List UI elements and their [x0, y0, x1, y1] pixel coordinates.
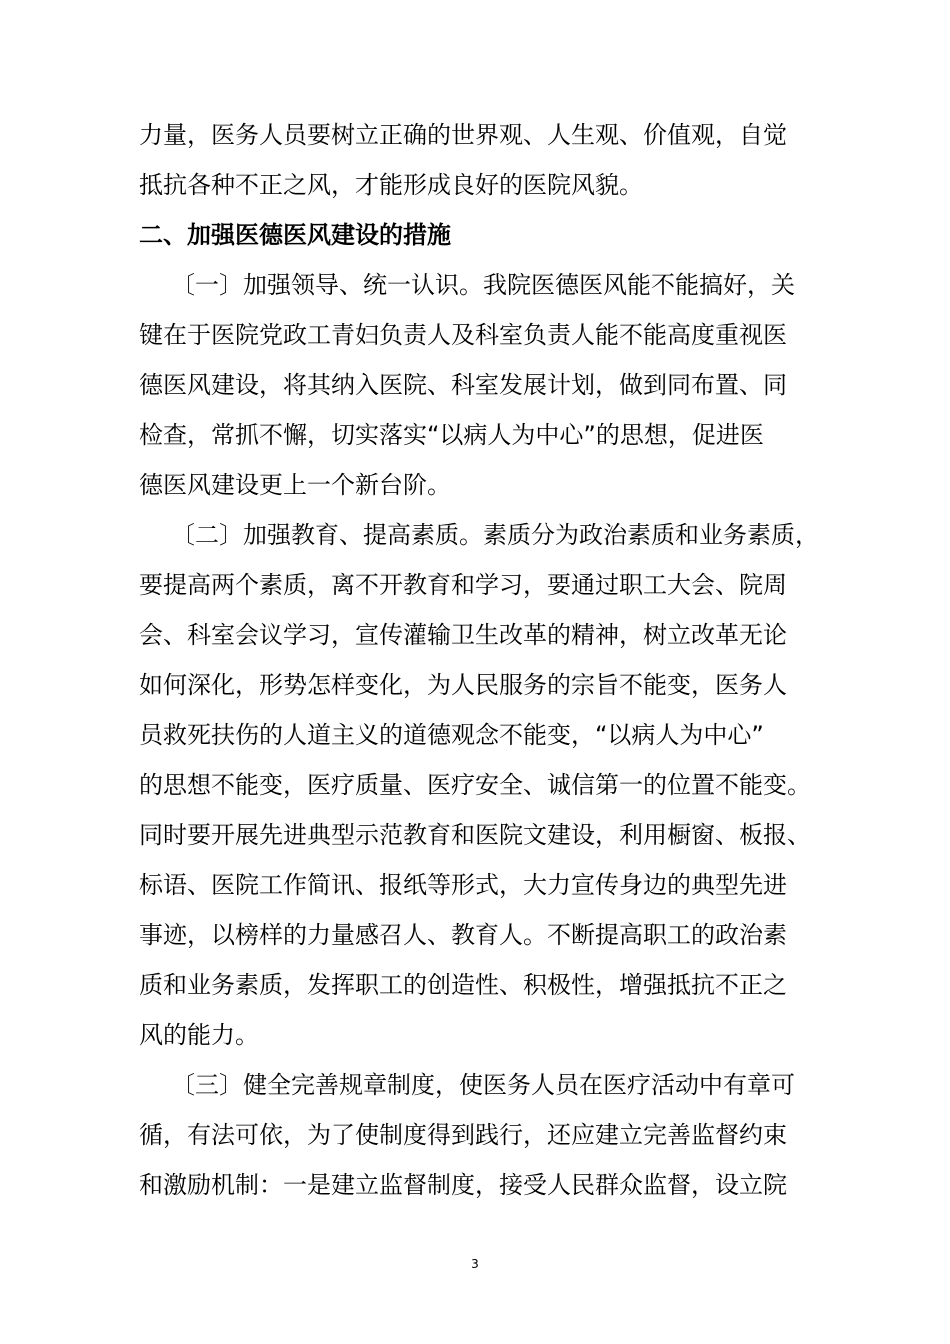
page-number: 3 [471, 1257, 479, 1271]
section-heading: 二、加强医德医风建设的措施 [139, 221, 451, 249]
text-line: 力量，医务人员要树立正确的世界观、人生观、价值观，自觉 [139, 121, 787, 149]
text-line: 〔三〕健全完善规章制度，使医务人员在医疗活动中有章可 [171, 1071, 795, 1099]
text-line: 员救死扶伤的人道主义的道德观念不能变，“以病人为中心” [139, 721, 764, 749]
text-line: 标语、医院工作简讯、报纸等形式，大力宣传身边的典型先进 [139, 871, 787, 899]
text-line: 的思想不能变，医疗质量、医疗安全、诚信第一的位置不能变。 [139, 771, 811, 799]
text-line: 〔一〕加强领导、统一认识。我院医德医风能不能搞好，关 [171, 271, 795, 299]
text-line: 要提高两个素质，离不开教育和学习，要通过职工大会、院周 [139, 571, 787, 599]
text-line: 和激励机制：一是建立监督制度，接受人民群众监督，设立院 [139, 1171, 787, 1199]
text-line: 德医风建设，将其纳入医院、科室发展计划，做到同布置、同 [139, 371, 787, 399]
text-line: 会、科室会议学习，宣传灌输卫生改革的精神，树立改革无论 [139, 621, 787, 649]
text-line: 质和业务素质，发挥职工的创造性、积极性，增强抵抗不正之 [139, 971, 787, 999]
text-line: 风的能力。 [139, 1021, 259, 1049]
text-line: 〔二〕加强教育、提高素质。素质分为政治素质和业务素质， [171, 521, 819, 549]
text-line: 检查，常抓不懈，切实落实“以病人为中心”的思想，促进医 [139, 421, 764, 449]
text-line: 同时要开展先进典型示范教育和医院文建设，利用橱窗、板报、 [139, 821, 811, 849]
text-line: 如何深化，形势怎样变化，为人民服务的宗旨不能变，医务人 [139, 671, 787, 699]
text-line: 抵抗各种不正之风，才能形成良好的医院风貌。 [139, 171, 643, 199]
text-line: 键在于医院党政工青妇负责人及科室负责人能不能高度重视医 [139, 321, 787, 349]
text-line: 循，有法可依，为了使制度得到践行，还应建立完善监督约束 [139, 1121, 787, 1149]
text-line: 德医风建设更上一个新台阶。 [139, 471, 451, 499]
text-line: 事迹，以榜样的力量感召人、教育人。不断提高职工的政治素 [139, 921, 787, 949]
